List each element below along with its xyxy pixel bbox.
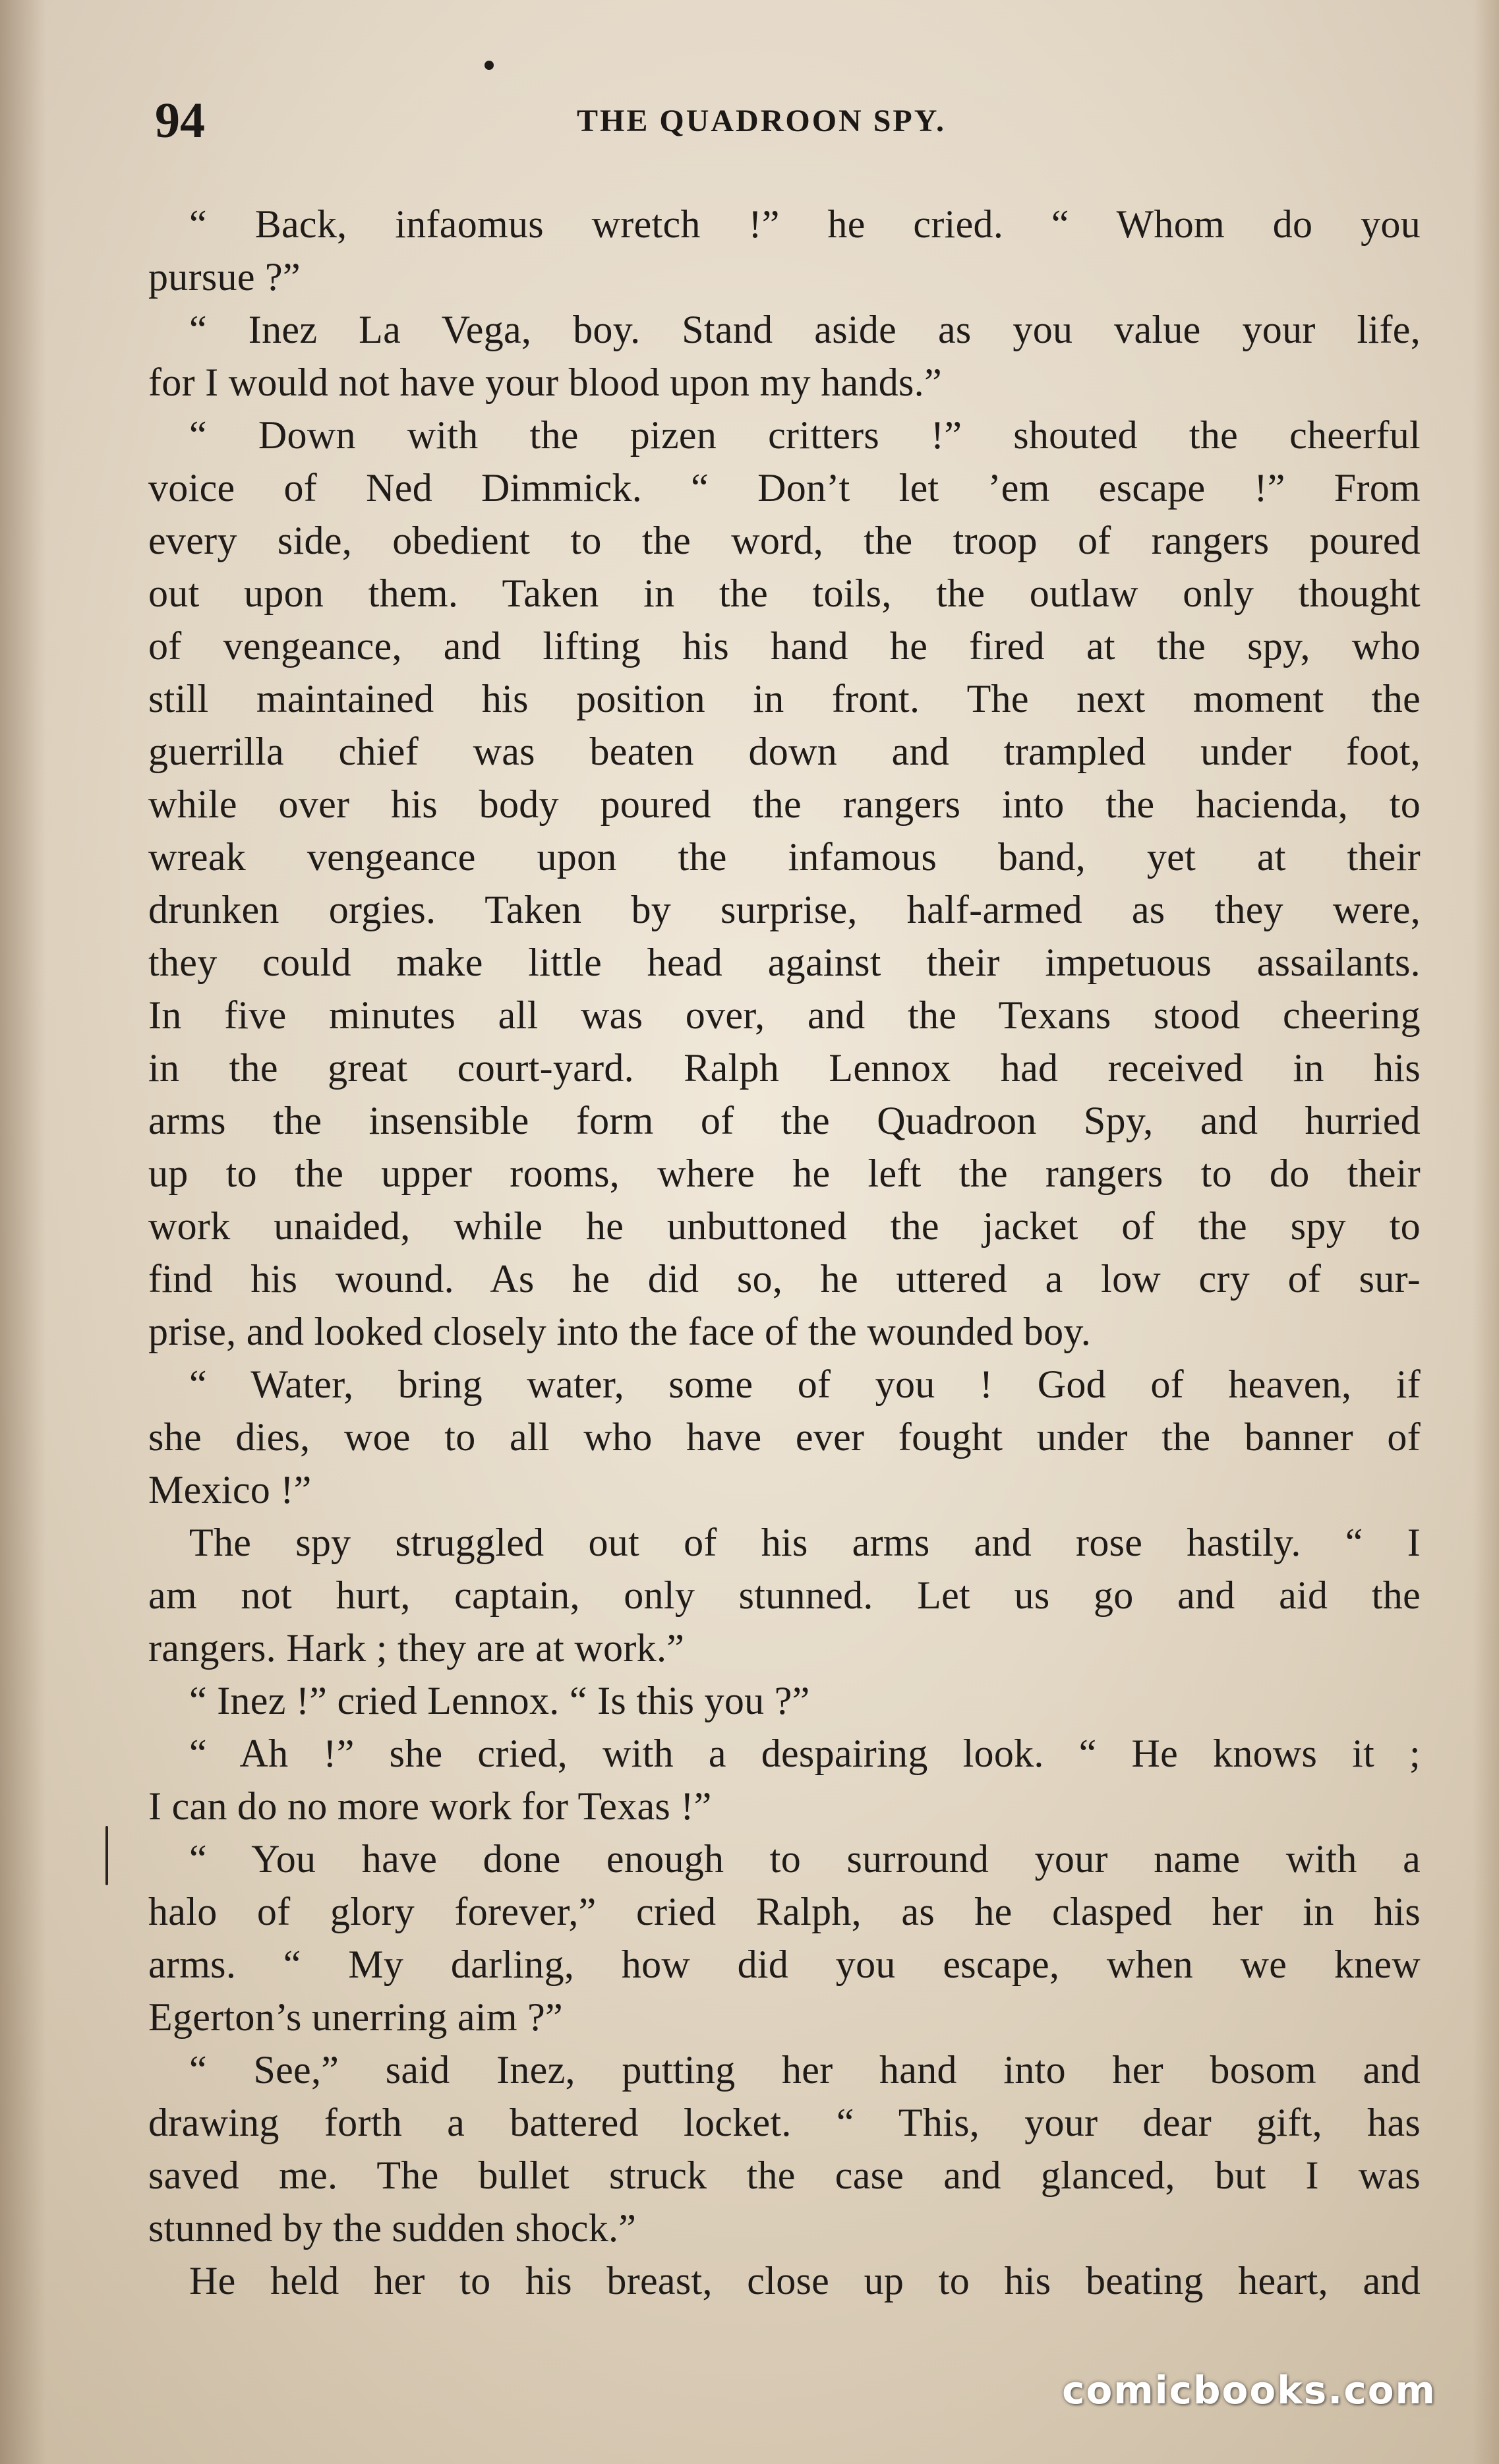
text-line: in the great court-yard. Ralph Lennox had received in his [148, 1046, 1421, 1090]
text-line: Egerton’s unerring aim ?” [148, 1995, 563, 2039]
text-line: I can do no more work for Texas !” [148, 1784, 712, 1828]
body-text [148, 198, 1421, 2307]
text-line: pursue ?” [148, 255, 301, 299]
ink-dot [485, 61, 494, 70]
text-line: “ Water, bring water, some of you ! God of heaven, if [189, 1363, 1421, 1406]
running-head: THE QUADROON SPY. [577, 103, 946, 138]
text-line: halo of glory forever,” cried Ralph, as he clasped her in his [148, 1890, 1421, 1933]
text-line: of vengeance, and lifting his hand he fired at the spy, who [148, 624, 1421, 668]
text-line: stunned by the sudden shock.” [148, 2206, 637, 2250]
text-line: “ Inez !” cried Lennox. “ Is this you ?” [189, 1679, 810, 1722]
text-line: arms the insensible form of the Quadroon Spy, and hurried [148, 1099, 1421, 1142]
page-number: 94 [155, 93, 205, 148]
text-line: The spy struggled out of his arms and rose hastily. “ I [189, 1521, 1421, 1564]
text-line: “ Inez La Vega, boy. Stand aside as you value your life, [189, 308, 1421, 351]
text-line: wreak vengeance upon the infamous band, yet at their [148, 835, 1421, 879]
text-line: Mexico !” [148, 1468, 312, 1511]
text-line: they could make little head against their impetuous assailants. [148, 941, 1421, 984]
text-line: she dies, woe to all who have ever fought under the banner of [148, 1415, 1421, 1459]
text-line: work unaided, while he unbuttoned the jacket of the spy to [148, 1204, 1421, 1248]
page-header [155, 84, 1420, 150]
watermark: comicbooks.com [1062, 2368, 1436, 2413]
text-line: “ See,” said Inez, putting her hand into her bosom and [189, 2048, 1421, 2092]
text-line: arms. “ My darling, how did you escape, when we knew [148, 1943, 1421, 1986]
text-line: prise, and looked closely into the face of the wounded boy. [148, 1310, 1092, 1353]
text-line: while over his body poured the rangers into the hacienda, to [148, 782, 1421, 826]
text-line: He held her to his breast, close up to his beating heart, and [189, 2259, 1421, 2303]
text-line: every side, obedient to the word, the troop of rangers poured [148, 519, 1421, 562]
text-line: “ Down with the pizen critters !” shouted the cheerful [189, 413, 1421, 457]
text-line: saved me. The bullet struck the case and glanced, but I was [148, 2154, 1421, 2197]
text-line: up to the upper rooms, where he left the rangers to do their [148, 1152, 1421, 1195]
text-line: voice of Ned Dimmick. “ Don’t let ’em escape !” From [148, 466, 1421, 510]
text-line: drawing forth a battered locket. “ This, your dear gift, has [148, 2101, 1421, 2144]
text-line: still maintained his position in front. The next moment the [148, 677, 1421, 720]
margin-mark [105, 1826, 108, 1885]
text-line: In five minutes all was over, and the Texans stood cheering [148, 993, 1421, 1037]
text-line: “ Ah !” she cried, with a despairing look. “ He knows it ; [189, 1732, 1421, 1775]
text-line: for I would not have your blood upon my hands.” [148, 361, 942, 404]
text-line: guerrilla chief was beaten down and trampled under foot, [148, 730, 1421, 773]
text-line: rangers. Hark ; they are at work.” [148, 1626, 685, 1670]
text-line: out upon them. Taken in the toils, the outlaw only thought [148, 572, 1421, 615]
text-line: “ Back, infaomus wretch !” he cried. “ Whom do you [189, 202, 1421, 246]
text-line: drunken orgies. Taken by surprise, half-armed as they were, [148, 888, 1421, 931]
text-line: find his wound. As he did so, he uttered a low cry of sur- [148, 1257, 1421, 1301]
text-line: am not hurt, captain, only stunned. Let us go and aid the [148, 1573, 1421, 1617]
text-line: “ You have done enough to surround your name with a [189, 1837, 1421, 1881]
